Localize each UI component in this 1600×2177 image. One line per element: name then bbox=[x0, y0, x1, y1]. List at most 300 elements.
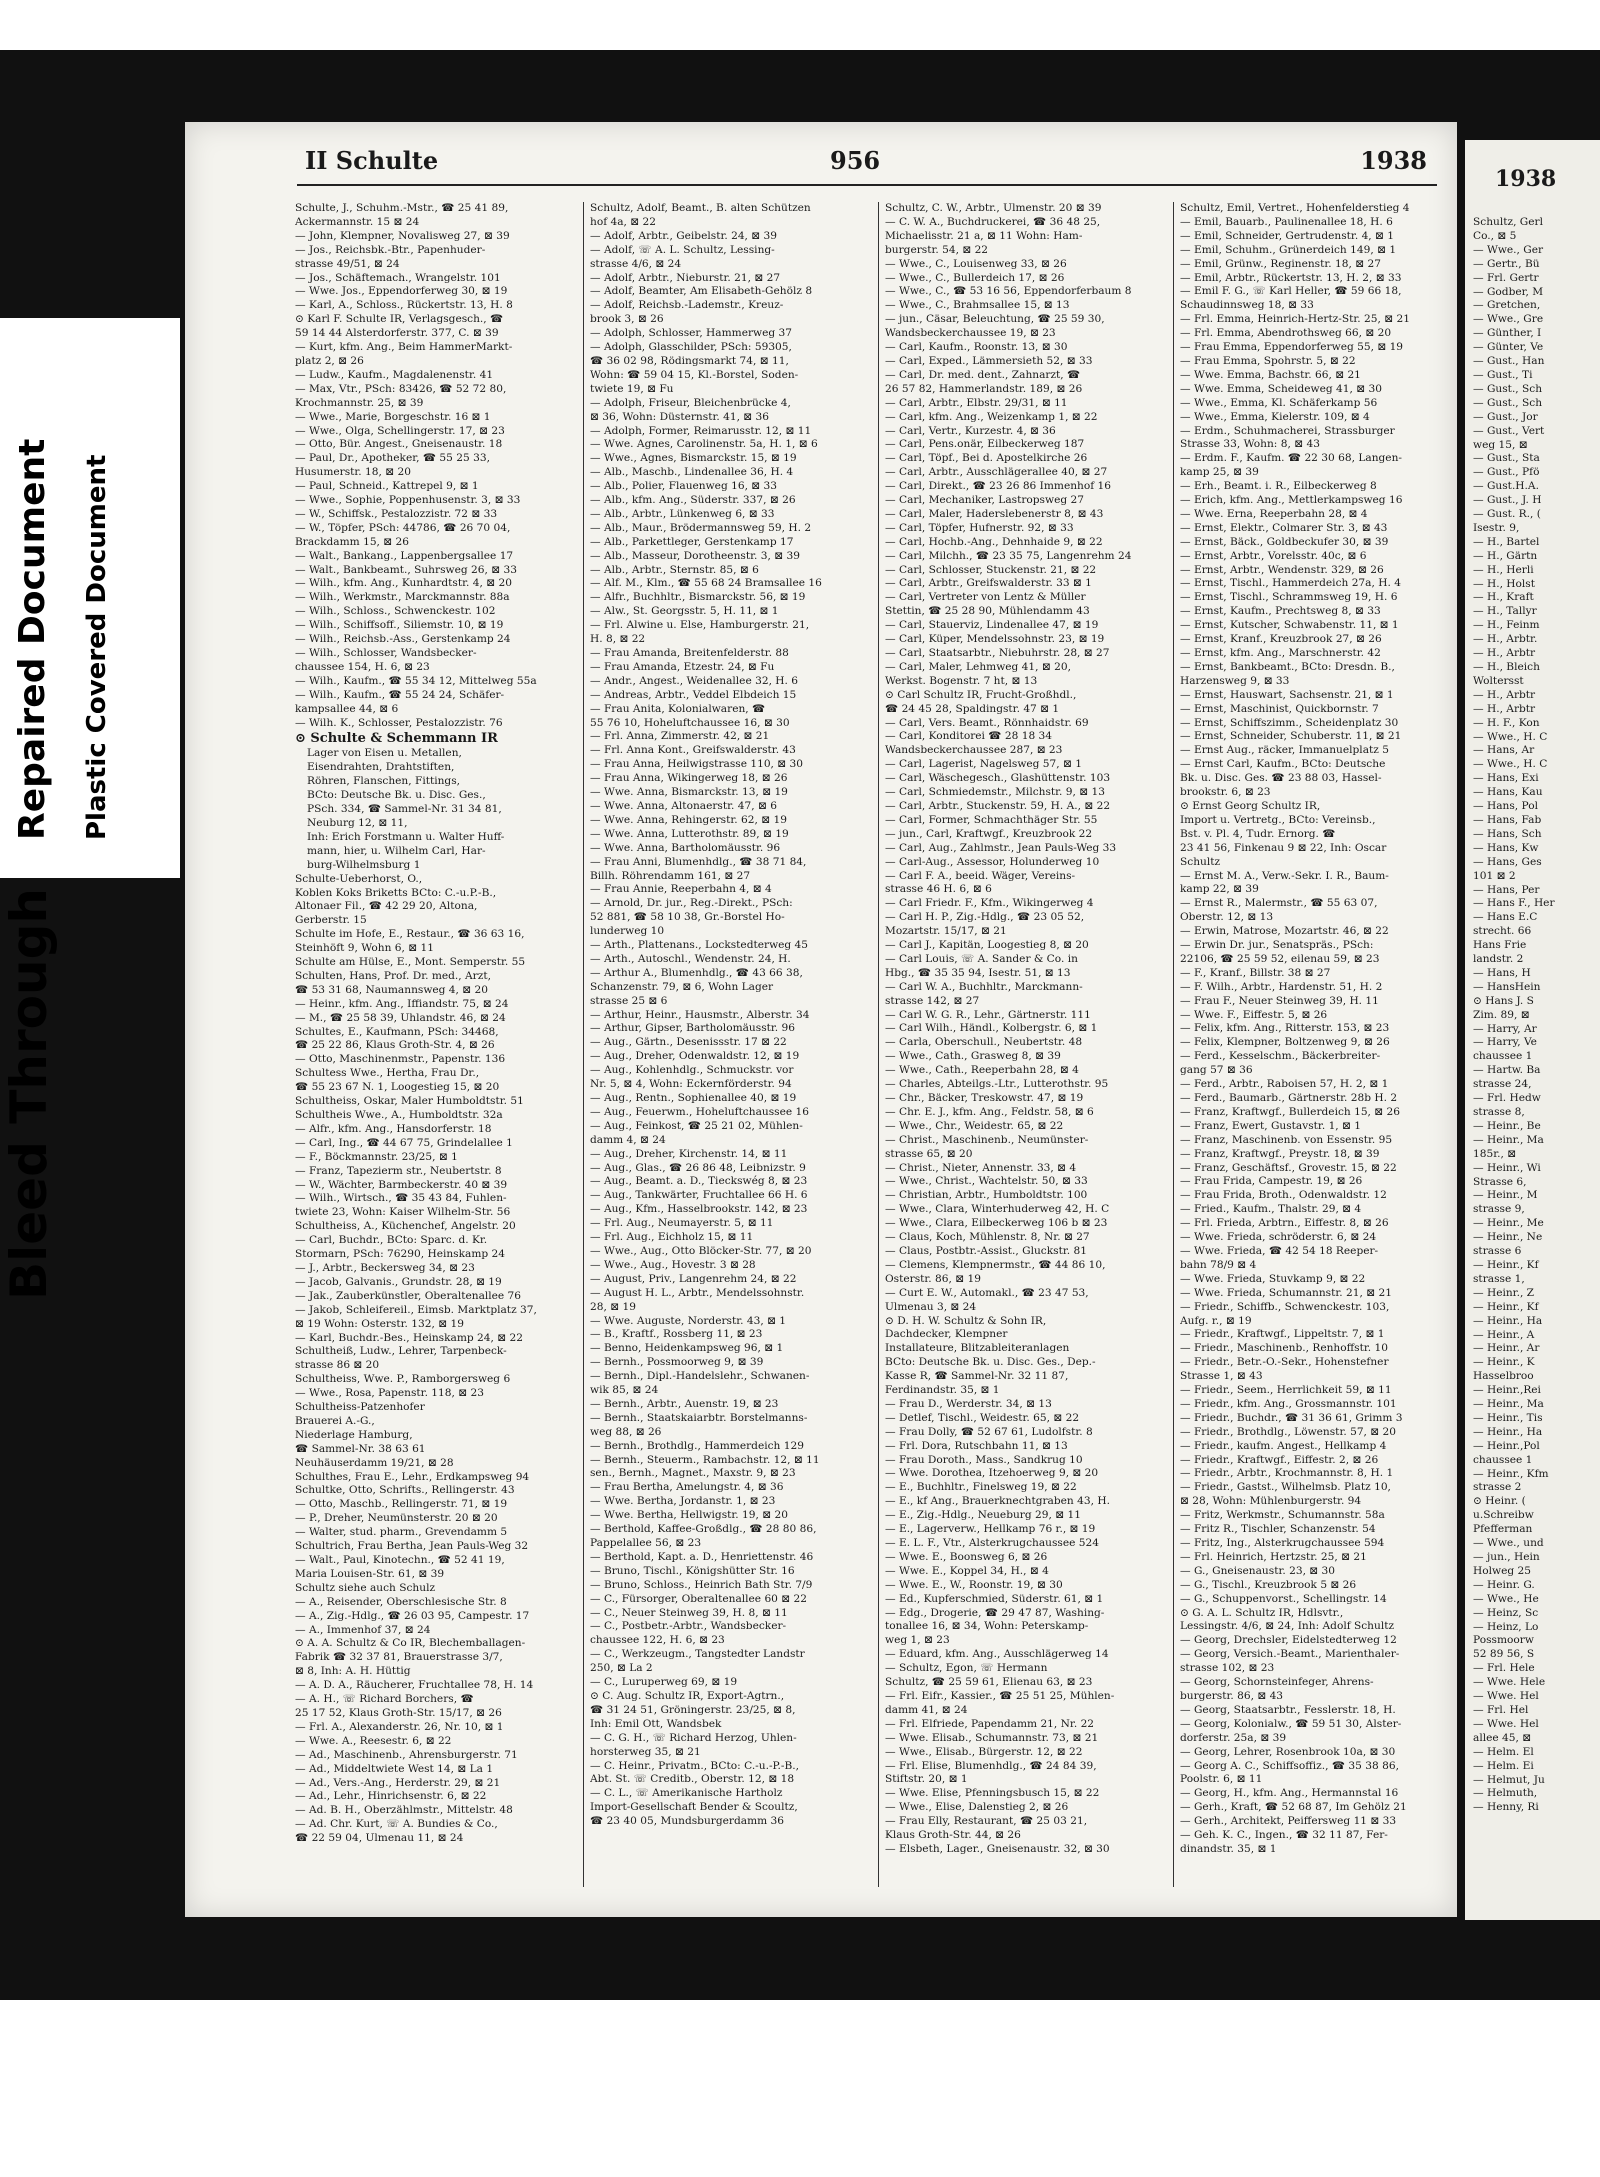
directory-entry: — Friedr., kaufm. Angest., Hellkamp 4 bbox=[1180, 1439, 1387, 1452]
directory-entry: — Wwe. Frieda, Schumannstr. 21, ⊠ 21 bbox=[1180, 1286, 1392, 1299]
right-page-entry: — Heinr., Kf bbox=[1473, 1258, 1539, 1271]
directory-entry: Schaudinnsweg 18, ⊠ 33 bbox=[1180, 299, 1314, 312]
header-rule bbox=[297, 184, 1437, 186]
directory-entry: — Georg, Staatsarbtr., Fesslerstr. 18, H. bbox=[1180, 1703, 1396, 1716]
right-page-entry: — Hans F., Her bbox=[1473, 897, 1555, 910]
directory-entry: Schultke, Otto, Schrifts., Rellingerstr. 43 bbox=[295, 1484, 515, 1497]
directory-entry: Schulten, Hans, Prof. Dr. med., Arzt, bbox=[295, 969, 491, 982]
directory-entry: — Emil, Arbtr., Rückertstr. 13, H. 2, ⊠ 33 bbox=[1180, 271, 1402, 284]
directory-entry: Schultz, Emil, Vertret., Hohenfelderstieg 4 bbox=[1180, 202, 1410, 214]
directory-entry: — A., Zig.-Hdlg., ☎ 26 03 95, Campestr. 17 bbox=[295, 1609, 530, 1622]
right-page-entry: — Heinr., Ma bbox=[1473, 1398, 1544, 1411]
right-page-entry: — Gust., Sta bbox=[1473, 452, 1540, 465]
directory-entry: — Wilh., Reichsb.-Ass., Gerstenkamp 24 bbox=[295, 633, 511, 646]
directory-entry: ⊙ G. A. L. Schultz IR, Hdlsvtr., bbox=[1180, 1606, 1344, 1619]
right-page-entry: weg 15, ⊠ bbox=[1473, 438, 1528, 451]
directory-entry: — Franz, Kraftwgf., Bullerdeich 15, ⊠ 26 bbox=[1180, 1105, 1401, 1118]
right-page-entry: — Hans, Ges bbox=[1473, 855, 1542, 868]
directory-entry: — Friedr., Arbtr., Krochmannstr. 8, H. 1 bbox=[1180, 1467, 1394, 1480]
column-divider bbox=[583, 202, 584, 1887]
directory-entry: — Geh. K. C., Ingen., ☎ 32 11 87, Fer- bbox=[1180, 1829, 1388, 1842]
directory-entry: — F., Kranf., Billstr. 38 ⊠ 27 bbox=[1180, 966, 1331, 979]
right-page-entry: ⊙ Hans J. S bbox=[1473, 994, 1534, 1007]
right-page-entry: — Gretchen, bbox=[1473, 299, 1541, 312]
directory-entry: — Bernh., Dipl.-Handelslehr., Schwanen- bbox=[590, 1370, 810, 1383]
directory-entry: strasse 46 H. 6, ⊠ 6 bbox=[885, 883, 992, 896]
directory-entry: — Wwe., C., ☎ 53 16 56, Eppendorferbaum 8 bbox=[885, 285, 1132, 298]
directory-entry: — Carl, Konditorei ☎ 28 18 34 bbox=[885, 730, 1053, 743]
directory-entry: — Carl, kfm. Ang., Weizenkamp 1, ⊠ 22 bbox=[885, 410, 1098, 423]
right-page-entry: — H., Arbtr bbox=[1473, 647, 1536, 660]
directory-entry: Schultess Wwe., Hertha, Frau Dr., bbox=[295, 1067, 480, 1080]
right-page-entry: — H., Bartel bbox=[1473, 535, 1540, 548]
directory-entry: — Aug., Dreher, Odenwaldstr. 12, ⊠ 19 bbox=[590, 1050, 800, 1063]
directory-entry: — Friedr., Betr.-O.-Sekr., Hohenstefner bbox=[1180, 1356, 1389, 1369]
directory-entry: — Carl, Milchh., ☎ 23 35 75, Langenrehm 24 bbox=[885, 549, 1132, 562]
right-page-entry: strasse 24, bbox=[1473, 1078, 1532, 1091]
directory-entry: — Frau Anni, Blumenhdlg., ☎ 38 71 84, bbox=[590, 855, 807, 868]
right-page-entry: — Wwe., H. C bbox=[1473, 730, 1548, 743]
directory-entry: — Adolph, Glasschilder, PSch: 59305, bbox=[590, 341, 792, 354]
directory-entry: PSch. 334, ☎ Sammel-Nr. 31 34 81, bbox=[307, 803, 502, 816]
directory-entry: — Aug., Beamt. a. D., Tieckswég 8, ⊠ 23 bbox=[590, 1175, 808, 1188]
directory-entry: — Wwe., Agnes, Bismarckstr. 15, ⊠ 19 bbox=[590, 452, 797, 465]
right-page-entry: — Hans, Ar bbox=[1473, 744, 1535, 757]
directory-entry: — Wwe. E., Boonsweg 6, ⊠ 26 bbox=[885, 1550, 1048, 1563]
directory-entry: — Ernst, Schneider, Schuberstr. 11, ⊠ 21 bbox=[1180, 730, 1402, 743]
directory-entry: — Georg, Drechsler, Eidelstedterweg 12 bbox=[1180, 1634, 1397, 1647]
directory-entry: — Ernst Aug., räcker, Immanuelplatz 5 bbox=[1180, 744, 1389, 757]
right-page-entry: — jun., Hein bbox=[1473, 1551, 1540, 1563]
directory-entry: sen., Bernh., Magnet., Maxstr. 9, ⊠ 23 bbox=[590, 1467, 796, 1480]
directory-entry: — Alb., Arbtr., Lünkenweg 6, ⊠ 33 bbox=[590, 507, 775, 520]
directory-entry: ☎ 23 40 05, Mundsburgerdamm 36 bbox=[590, 1815, 785, 1828]
right-page-entry: strasse 1, bbox=[1473, 1272, 1525, 1285]
right-page-entry: — Heinr., Me bbox=[1473, 1217, 1544, 1230]
directory-entry: — Wwe. Elisab., Schumannstr. 73, ⊠ 21 bbox=[885, 1731, 1099, 1744]
directory-entry: — Carl, Direkt., ☎ 23 26 86 Immenhof 16 bbox=[885, 480, 1112, 493]
right-page-entry: — H., Tallyr bbox=[1473, 605, 1537, 618]
right-page-entry: — Gust., Pfö bbox=[1473, 466, 1540, 479]
directory-entry: — Wwe. E., Koppel 34, H., ⊠ 4 bbox=[885, 1564, 1049, 1577]
directory-entry: — Wwe. Bertha, Hellwigstr. 19, ⊠ 20 bbox=[590, 1509, 788, 1522]
page-number: 956 bbox=[830, 146, 881, 175]
directory-entry: — E., kf Ang., Brauerknechtgraben 43, H. bbox=[885, 1495, 1110, 1508]
directory-entry: — Ad., Vers.-Ang., Herderstr. 29, ⊠ 21 bbox=[295, 1776, 501, 1789]
directory-entry: — Arth., Autoschl., Wendenstr. 24, H. bbox=[590, 952, 791, 965]
directory-entry: — Wilh., kfm. Ang., Kunhardtstr. 4, ⊠ 20 bbox=[295, 577, 512, 590]
right-page-entry: strasse 6 bbox=[1473, 1245, 1522, 1258]
directory-entry: — Wwe. Frieda, schröderstr. 6, ⊠ 24 bbox=[1180, 1231, 1377, 1244]
directory-entry: — Ernst, Tischl., Schrammsweg 19, H. 6 bbox=[1180, 591, 1398, 604]
directory-entry: — Carl, Arbtr., Greifswalderstr. 33 ⊠ 1 bbox=[885, 577, 1092, 590]
directory-entry: Brackdamm 15, ⊠ 26 bbox=[295, 535, 410, 548]
directory-entry: — Ernst, Kaufm., Prechtsweg 8, ⊠ 33 bbox=[1180, 605, 1381, 618]
right-page-entry: 185r., ⊠ bbox=[1473, 1147, 1517, 1160]
directory-entry: — Ernst, kfm. Ang., Marschnerstr. 42 bbox=[1180, 647, 1381, 659]
directory-entry: — Frl. Emma, Heinrich-Hertz-Str. 25, ⊠ 21 bbox=[1180, 313, 1410, 326]
directory-entry: strasse 102, ⊠ 23 bbox=[1180, 1662, 1275, 1675]
directory-entry: — Alfr., Buchhltr., Bismarckstr. 56, ⊠ 19 bbox=[590, 591, 806, 604]
directory-entry: Schultz bbox=[1180, 855, 1221, 868]
directory-entry: — Wwe., Aug., Hovestr. 3 ⊠ 28 bbox=[590, 1258, 756, 1271]
directory-entry: — Paul, Schneid., Kattrepel 9, ⊠ 1 bbox=[295, 480, 479, 493]
directory-entry: — Gerh., Kraft, ☎ 52 68 87, Im Gehölz 21 bbox=[1180, 1801, 1407, 1814]
directory-entry: — John, Klempner, Novalisweg 27, ⊠ 39 bbox=[295, 229, 510, 242]
directory-entry: Neuhäuserdamm 19/21, ⊠ 28 bbox=[295, 1456, 454, 1469]
directory-entry: — Wwe., Emma, Kielerstr. 109, ⊠ 4 bbox=[1180, 410, 1370, 423]
right-page-entry: — Heinr. G. bbox=[1473, 1578, 1535, 1591]
directory-entry: — Ernst, Kutscher, Schwabenstr. 11, ⊠ 1 bbox=[1180, 619, 1399, 632]
directory-entry: — Wwe. E., W., Roonstr. 19, ⊠ 30 bbox=[885, 1578, 1063, 1591]
directory-entry: — Alb., Masseur, Dorotheenstr. 3, ⊠ 39 bbox=[590, 549, 800, 562]
directory-entry: — Frau Emma, Eppendorferweg 55, ⊠ 19 bbox=[1180, 341, 1404, 354]
directory-entry: — Georg, H., kfm. Ang., Hermannstal 16 bbox=[1180, 1787, 1399, 1800]
right-page-entry: chaussee 1 bbox=[1473, 1050, 1533, 1063]
repaired-document-label: Repaired Document bbox=[12, 438, 53, 840]
directory-entry: — Carl, Stauerviz, Lindenallee 47, ⊠ 19 bbox=[885, 619, 1099, 632]
directory-entry: — Wwe. Frieda, ☎ 42 54 18 Reeper- bbox=[1180, 1244, 1379, 1257]
directory-entry: — Carl, Töpf., Bei d. Apostelkirche 26 bbox=[885, 452, 1088, 465]
directory-entry: — Wwe. A., Reesestr. 6, ⊠ 22 bbox=[295, 1734, 452, 1747]
directory-entry: — Frau Frida, Broth., Odenwaldstr. 12 bbox=[1180, 1189, 1387, 1202]
directory-entry: — Emil, Schneider, Gertrudenstr. 4, ⊠ 1 bbox=[1180, 229, 1395, 242]
directory-entry: — Wwe., Elisab., Bürgerstr. 12, ⊠ 22 bbox=[885, 1745, 1083, 1758]
directory-entry: — Ad. B. H., Oberzählmstr., Mittelstr. 48 bbox=[295, 1804, 513, 1817]
right-page-entry: landstr. 2 bbox=[1473, 953, 1524, 966]
right-page-entry: Strasse 6, bbox=[1473, 1175, 1527, 1188]
right-page-year: 1938 bbox=[1495, 166, 1557, 192]
directory-entry: — Adolph, Friseur, Bleichenbrücke 4, bbox=[590, 396, 791, 409]
directory-entry: Abt. St. ☏ Creditb., Oberstr. 12, ⊠ 18 bbox=[590, 1773, 795, 1786]
right-page-entry: — Godber, M bbox=[1473, 285, 1544, 298]
directory-entry: BCto: Deutsche Bk. u. Disc. Ges., bbox=[307, 789, 486, 802]
right-page-entry: — Hans, Sch bbox=[1473, 827, 1542, 840]
directory-entry: — Aug., Kohlenhdlg., Schmuckstr. vor bbox=[590, 1064, 794, 1077]
directory-entry: — Paul, Dr., Apotheker, ☎ 55 25 33, bbox=[295, 452, 490, 465]
directory-entry: — Frau Anna, Heilwigstrasse 110, ⊠ 30 bbox=[590, 758, 804, 771]
right-page-entry: — Heinr., Ha bbox=[1473, 1314, 1543, 1327]
directory-entry: Strasse 1, ⊠ 43 bbox=[1180, 1370, 1263, 1383]
directory-entry: — Jakob, Schleifereil., Eimsb. Marktplatz 37, bbox=[295, 1303, 537, 1316]
directory-entry: — Ernst Carl, Kaufm., BCto: Deutsche bbox=[1180, 758, 1386, 771]
page-header bbox=[305, 146, 1427, 186]
directory-entry: dorferstr. 25a, ⊠ 39 bbox=[1180, 1731, 1287, 1744]
directory-entry: — Franz, Kraftwgf., Preystr. 18, ⊠ 39 bbox=[1180, 1147, 1380, 1160]
directory-entry: — Carl, Vers. Beamt., Rönnhaidstr. 69 bbox=[885, 716, 1089, 729]
right-page-entry: — Hans, H bbox=[1473, 966, 1531, 979]
directory-entry: Brauerei A.-G., bbox=[295, 1414, 375, 1427]
directory-entry: — Carl, Schlosser, Stuckenstr. 21, ⊠ 22 bbox=[885, 563, 1097, 576]
directory-entry: damm 4, ⊠ 24 bbox=[590, 1133, 666, 1146]
directory-entry: Wohn: ☎ 59 04 15, Kl.-Borstel, Soden- bbox=[590, 368, 799, 381]
directory-entry: chaussee 122, H. 6, ⊠ 23 bbox=[590, 1634, 725, 1647]
directory-entry: — Bernh., Arbtr., Auenstr. 19, ⊠ 23 bbox=[590, 1397, 779, 1410]
directory-entry: — Carl F. A., beeid. Wäger, Vereins- bbox=[885, 869, 1076, 882]
directory-entry: Husumerstr. 18, ⊠ 20 bbox=[295, 466, 411, 479]
directory-entry: — Frl. Anna, Zimmerstr. 42, ⊠ 21 bbox=[590, 730, 770, 743]
directory-entry: — August, Priv., Langenrehm 24, ⊠ 22 bbox=[590, 1272, 797, 1285]
directory-entry: Klaus Groth-Str. 44, ⊠ 26 bbox=[885, 1829, 1021, 1842]
column-divider bbox=[1173, 202, 1174, 1887]
directory-entry: — Frl. Alwine u. Else, Hamburgerstr. 21, bbox=[590, 619, 810, 632]
directory-entry: — Georg, Versich.-Beamt., Marienthaler- bbox=[1180, 1648, 1400, 1661]
directory-entry: Schultes, E., Kaufmann, PSch: 34468, bbox=[295, 1025, 499, 1038]
directory-entry: — G., Schuppenvorst., Schellingstr. 14 bbox=[1180, 1592, 1387, 1605]
column-2 bbox=[590, 202, 870, 1887]
right-page-entry: — Wwe., und bbox=[1473, 1537, 1544, 1550]
directory-entry: — J., Arbtr., Beckersweg 34, ⊠ 23 bbox=[295, 1261, 475, 1274]
directory-entry: — Erdm. F., Kaufm. ☎ 22 30 68, Langen- bbox=[1180, 452, 1402, 465]
right-page-entry: — Heinr., Wi bbox=[1473, 1161, 1541, 1174]
directory-entry: Eisendrahten, Drahtstiften, bbox=[307, 761, 455, 774]
directory-entry: Pappelallee 56, ⊠ 23 bbox=[590, 1537, 702, 1549]
directory-entry: — Karl, A., Schloss., Rückertstr. 13, H. 8 bbox=[295, 299, 513, 312]
directory-entry: — Curt E. W., Automakl., ☎ 23 47 53, bbox=[885, 1286, 1089, 1299]
directory-entry: — Alb., kfm. Ang., Süderstr. 337, ⊠ 26 bbox=[590, 494, 796, 507]
directory-entry: — Wwe., Elise, Dalenstieg 2, ⊠ 26 bbox=[885, 1801, 1069, 1814]
directory-entry: — Frau Emma, Spohrstr. 5, ⊠ 22 bbox=[1180, 354, 1356, 367]
directory-entry: bahn 78/9 ⊠ 4 bbox=[1180, 1258, 1257, 1271]
right-page-entry: strasse 2 bbox=[1473, 1481, 1522, 1494]
directory-entry: Schulte am Hülse, E., Mont. Semperstr. 55 bbox=[295, 956, 526, 969]
right-page-entry: — Heinr., Ma bbox=[1473, 1133, 1544, 1146]
right-page-entry: — Heinr., Kf bbox=[1473, 1300, 1539, 1313]
right-page-entry: — Wwe., Ger bbox=[1473, 243, 1544, 256]
directory-entry: — Alb., Maschb., Lindenallee 36, H. 4 bbox=[590, 466, 794, 479]
directory-entry: — Friedr., Schiffb., Schwenckestr. 103, bbox=[1180, 1300, 1390, 1313]
directory-entry: Wandsbeckerchaussee 287, ⊠ 23 bbox=[885, 744, 1063, 757]
directory-entry: 59 14 44 Alsterdorferstr. 377, C. ⊠ 39 bbox=[295, 327, 499, 340]
right-page-entry: Zim. 89, ⊠ bbox=[1473, 1008, 1530, 1021]
directory-entry: — E., Buchhltr., Finelsweg 19, ⊠ 22 bbox=[885, 1481, 1077, 1494]
directory-entry: Osterstr. 86, ⊠ 19 bbox=[885, 1272, 981, 1285]
directory-entry: — Wwe. F., Eiffestr. 5, ⊠ 26 bbox=[1180, 1008, 1328, 1021]
directory-entry: — Carl H. P., Zig.-Hdlg., ☎ 23 05 52, bbox=[885, 911, 1085, 924]
directory-entry: — Emil F. G., ☏ Karl Heller, ☎ 59 66 18, bbox=[1180, 285, 1402, 298]
directory-entry: Schultheiss-Patzenhofer bbox=[295, 1401, 425, 1414]
directory-entry: — Frau Annie, Reeperbahn 4, ⊠ 4 bbox=[590, 883, 772, 896]
right-page-entry: — Heinz, Sc bbox=[1473, 1606, 1539, 1619]
directory-entry: — Gerh., Architekt, Peiffersweg 11 ⊠ 33 bbox=[1180, 1815, 1397, 1828]
directory-entry: — Detlef, Tischl., Weidestr. 65, ⊠ 22 bbox=[885, 1411, 1080, 1424]
directory-entry: — Carl, Vertr., Kurzestr. 4, ⊠ 36 bbox=[885, 424, 1056, 437]
column-1 bbox=[295, 202, 575, 1887]
directory-entry: Schultheis Wwe., A., Humboldtstr. 32a bbox=[295, 1109, 503, 1121]
directory-entry: Schulthes, Frau E., Lehr., Erdkampsweg 94 bbox=[295, 1470, 530, 1483]
directory-entry: ⊠ 36, Wohn: Düsternstr. 41, ⊠ 36 bbox=[590, 410, 770, 423]
directory-entry: Schultz, C. W., Arbtr., Ulmenstr. 20 ⊠ 39 bbox=[885, 202, 1102, 214]
directory-entry: ⊙ Ernst Georg Schultz IR, bbox=[1180, 799, 1321, 812]
directory-entry: — Fritz, Ing., Alsterkrugchaussee 594 bbox=[1180, 1537, 1385, 1549]
column-4 bbox=[1180, 202, 1460, 1887]
directory-entry: strasse 25 ⊠ 6 bbox=[590, 994, 668, 1007]
directory-entry: Bk. u. Disc. Ges. ☎ 23 88 03, Hassel- bbox=[1180, 772, 1382, 785]
directory-entry: — Bruno, Schloss., Heinrich Bath Str. 7/9 bbox=[590, 1578, 813, 1591]
directory-entry: — C., Neuer Steinweg 39, H. 8, ⊠ 11 bbox=[590, 1606, 788, 1619]
right-page-entry: — Hans, Kw bbox=[1473, 841, 1539, 854]
directory-entry: brookstr. 6, ⊠ 23 bbox=[1180, 786, 1271, 799]
right-page-entry: Woltersst bbox=[1473, 674, 1524, 687]
directory-entry: — Wwe., Olga, Schellingerstr. 17, ⊠ 23 bbox=[295, 424, 505, 437]
directory-entry: — Frl. Eifr., Kassier., ☎ 25 51 25, Mühlen- bbox=[885, 1689, 1115, 1702]
directory-entry: — Ad., Lehr., Hinrichsenstr. 6, ⊠ 22 bbox=[295, 1790, 487, 1803]
right-page-entry: — Frl. Gertr bbox=[1473, 271, 1539, 284]
directory-entry: Schultz, Adolf, Beamt., B. alten Schützen bbox=[590, 202, 811, 214]
directory-entry: Oberstr. 12, ⊠ 13 bbox=[1180, 911, 1274, 924]
directory-entry: — Frl. Heinrich, Hertzstr. 25, ⊠ 21 bbox=[1180, 1550, 1367, 1563]
right-page-entry: allee 45, ⊠ bbox=[1473, 1731, 1532, 1744]
directory-entry: — C. G. H., ☏ Richard Herzog, Uhlen- bbox=[590, 1731, 797, 1744]
directory-entry: ☎ 22 59 04, Ulmenau 11, ⊠ 24 bbox=[295, 1832, 464, 1845]
right-page-entry: Pfefferman bbox=[1473, 1523, 1533, 1536]
directory-entry: — C., Werkzeugm., Tangstedter Landstr bbox=[590, 1648, 805, 1661]
directory-entry: — Wwe. Erna, Reeperbahn 28, ⊠ 4 bbox=[1180, 507, 1368, 520]
right-page-entry: — Hans E.C bbox=[1473, 911, 1538, 924]
directory-entry: — Carl, Pens.onär, Eilbeckerweg 187 bbox=[885, 438, 1085, 451]
directory-entry: Wandsbeckerchaussee 19, ⊠ 23 bbox=[885, 327, 1056, 340]
right-page-lines bbox=[1473, 216, 1598, 1906]
directory-entry: Schulte im Hofe, E., Restaur., ☎ 36 63 16, bbox=[295, 928, 525, 941]
directory-entry: — Wwe., Sophie, Poppenhusenstr. 3, ⊠ 33 bbox=[295, 494, 521, 507]
directory-entry: weg 88, ⊠ 26 bbox=[590, 1425, 662, 1438]
directory-entry: — Franz, Geschäftsf., Grovestr. 15, ⊠ 22 bbox=[1180, 1161, 1397, 1174]
directory-entry: Strasse 33, Wohn: 8, ⊠ 43 bbox=[1180, 438, 1320, 451]
directory-entry: — Fritz, Werkmstr., Schumannstr. 58a bbox=[1180, 1509, 1385, 1522]
directory-entry: Dachdecker, Klempner bbox=[885, 1328, 1008, 1341]
directory-entry: — Ludw., Kaufm., Magdalenenstr. 41 bbox=[295, 368, 494, 381]
right-page-entry: — HansHein bbox=[1473, 980, 1541, 993]
directory-entry: — Adolf, Arbtr., Geibelstr. 24, ⊠ 39 bbox=[590, 229, 778, 242]
directory-entry: — Aug., Kfm., Hasselbrookstr. 142, ⊠ 23 bbox=[590, 1203, 808, 1216]
directory-entry: Nr. 5, ⊠ 4, Wohn: Eckernförderstr. 94 bbox=[590, 1078, 792, 1091]
directory-entry: Schultheiss, Wwe. P., Ramborgersweg 6 bbox=[295, 1373, 511, 1386]
directory-entry: — Carl, Töpfer, Hufnerstr. 92, ⊠ 33 bbox=[885, 521, 1074, 534]
directory-entry: strasse 142, ⊠ 27 bbox=[885, 994, 980, 1007]
directory-entry: — Erdm., Schuhmacherei, Strassburger bbox=[1180, 424, 1395, 437]
column-3 bbox=[885, 202, 1165, 1887]
directory-entry: — Walt., Paul, Kinotechn., ☎ 52 41 19, bbox=[295, 1554, 505, 1566]
right-page-entry: — Heinr.,Pol bbox=[1473, 1439, 1540, 1452]
directory-entry: — Wwe. Dorothea, Itzehoerweg 9, ⊠ 20 bbox=[885, 1467, 1099, 1480]
directory-entry: — Franz, Ewert, Gustavstr. 1, ⊠ 1 bbox=[1180, 1119, 1362, 1132]
directory-entry: — Wwe. Anna, Lutterothstr. 89, ⊠ 19 bbox=[590, 827, 789, 840]
right-page-entry: — Gust., Sch bbox=[1473, 396, 1543, 409]
directory-entry: Poolstr. 6, ⊠ 11 bbox=[1180, 1773, 1263, 1786]
directory-entry: ☎ 25 22 86, Klaus Groth-Str. 4, ⊠ 26 bbox=[295, 1039, 495, 1052]
directory-entry: — Jacob, Galvanis., Grundstr. 28, ⊠ 19 bbox=[295, 1275, 502, 1288]
directory-entry: — Wwe., C., Brahmsallee 15, ⊠ 13 bbox=[885, 299, 1070, 312]
directory-entry: — Wwe. Emma, Scheideweg 41, ⊠ 30 bbox=[1180, 382, 1382, 395]
right-page-entry: — Gust., Sch bbox=[1473, 382, 1543, 395]
right-page-entry: — Helm. El bbox=[1473, 1745, 1534, 1758]
directory-entry: — Wwe., Rosa, Papenstr. 118, ⊠ 23 bbox=[295, 1387, 484, 1400]
directory-entry: — Carl, Arbtr., Stuckenstr. 59, H. A., ⊠ 22 bbox=[885, 799, 1111, 812]
directory-entry: ☎ 55 23 67 N. 1, Loogestieg 15, ⊠ 20 bbox=[295, 1081, 500, 1094]
directory-entry: — Eduard, kfm. Ang., Ausschlägerweg 14 bbox=[885, 1648, 1109, 1661]
directory-entry: — Alf. M., Klm., ☎ 55 68 24 Bramsallee 16 bbox=[590, 577, 822, 590]
directory-entry: — C., Postbetr.-Arbtr., Wandsbecker- bbox=[590, 1620, 787, 1633]
right-page-entry: — Gertr., Bü bbox=[1473, 257, 1540, 270]
directory-entry: — Frau Bertha, Amelungstr. 4, ⊠ 36 bbox=[590, 1481, 784, 1494]
directory-entry: — Ed., Kupferschmied, Süderstr. 61, ⊠ 1 bbox=[885, 1592, 1104, 1605]
directory-entry: Inh: Emil Ott, Wandsbek bbox=[590, 1717, 722, 1730]
directory-entry: — Friedr., Seem., Herrlichkeit 59, ⊠ 11 bbox=[1180, 1384, 1392, 1397]
directory-entry: — Aug., Feinkost, ☎ 25 21 02, Mühlen- bbox=[590, 1119, 803, 1132]
directory-entry: — Carl, Aug., Zahlmstr., Jean Pauls-Weg 33 bbox=[885, 841, 1117, 854]
directory-entry: Schultheiß, Ludw., Lehrer, Tarpenbeck- bbox=[295, 1345, 507, 1358]
directory-entry: — Frl. Emma, Abendrothsweg 66, ⊠ 20 bbox=[1180, 327, 1392, 340]
directory-entry: — Aug., Gärtn., Desenissstr. 17 ⊠ 22 bbox=[590, 1036, 787, 1049]
directory-entry: ☎ 53 31 68, Naumannsweg 4, ⊠ 20 bbox=[295, 983, 489, 996]
directory-entry: — Andr., Angest., Weidenallee 32, H. 6 bbox=[590, 674, 799, 687]
directory-entry: — Erwin Dr. jur., Senatspräs., PSch: bbox=[1180, 939, 1374, 952]
directory-entry: — Alw., St. Georgsstr. 5, H. 11, ⊠ 1 bbox=[590, 605, 779, 618]
directory-entry: — Ernst, Kranf., Kreuzbrook 27, ⊠ 26 bbox=[1180, 633, 1382, 646]
directory-entry: — Carl, Schmiedemstr., Milchstr. 9, ⊠ 13 bbox=[885, 786, 1105, 799]
directory-entry: strasse 86 ⊠ 20 bbox=[295, 1359, 380, 1372]
directory-entry: Maria Louisen-Str. 61, ⊠ 39 bbox=[295, 1567, 445, 1580]
directory-entry: — Bernh., Steuerm., Rambachstr. 12, ⊠ 11 bbox=[590, 1453, 820, 1466]
directory-entry: horsterweg 35, ⊠ 21 bbox=[590, 1745, 701, 1758]
right-page-entry: — Heinr., Kfm bbox=[1473, 1467, 1549, 1480]
directory-entry: — Wwe., Cath., Reeperbahn 28, ⊠ 4 bbox=[885, 1064, 1079, 1077]
directory-entry: — Ernst, Hauswart, Sachsenstr. 21, ⊠ 1 bbox=[1180, 688, 1394, 701]
directory-entry: — W., Schiffsk., Pestalozzistr. 72 ⊠ 33 bbox=[295, 507, 498, 520]
directory-entry: 26 57 82, Hammerlandstr. 189, ⊠ 26 bbox=[885, 382, 1083, 395]
right-page-entry: strecht. 66 bbox=[1473, 925, 1532, 938]
directory-entry: burgerstr. 86, ⊠ 43 bbox=[1180, 1689, 1284, 1702]
directory-entry: — Ferd., Arbtr., Raboisen 57, H. 2, ⊠ 1 bbox=[1180, 1078, 1389, 1091]
directory-entry: — August H. L., Arbtr., Mendelssohnstr. bbox=[590, 1286, 805, 1299]
directory-page bbox=[185, 122, 1457, 1917]
right-page-entry: — Wwe. Hele bbox=[1473, 1676, 1546, 1689]
directory-entry: ☎ 31 24 51, Gröningerstr. 23/25, ⊠ 8, bbox=[590, 1703, 796, 1716]
right-page-entry: u.Schreibw bbox=[1473, 1509, 1534, 1522]
directory-entry: — Alb., Arbtr., Sternstr. 85, ⊠ 6 bbox=[590, 563, 759, 576]
directory-entry: — Friedr., Maschinenb., Renhoffstr. 10 bbox=[1180, 1342, 1388, 1355]
directory-entry: — Christian, Arbtr., Humboldtstr. 100 bbox=[885, 1189, 1088, 1202]
bleed-through-label: Bleed Through bbox=[0, 888, 58, 1300]
directory-entry: — C. Heinr., Privatm., BCto: C.-u.-P.-B., bbox=[590, 1759, 799, 1772]
directory-entry: Stormarn, PSch: 76290, Heinskamp 24 bbox=[295, 1248, 506, 1261]
directory-entry: — E., Lagerverw., Hellkamp 76 r., ⊠ 19 bbox=[885, 1523, 1096, 1536]
directory-entry: — Andreas, Arbtr., Veddel Elbdeich 15 bbox=[590, 688, 797, 701]
directory-entry: — G., Gneisenaustr. 23, ⊠ 30 bbox=[1180, 1564, 1336, 1577]
directory-entry: — W., Wächter, Barmbeckerstr. 40 ⊠ 39 bbox=[295, 1178, 508, 1191]
directory-entry: — Ad., Middeltwiete West 14, ⊠ La 1 bbox=[295, 1762, 494, 1775]
right-page-entry: — Frl. Hedw bbox=[1473, 1092, 1541, 1105]
directory-entry: — Wwe., Clara, Eilbeckerweg 106 b ⊠ 23 bbox=[885, 1217, 1108, 1230]
directory-entry: — A., Immenhof 37, ⊠ 24 bbox=[295, 1623, 431, 1636]
right-page-entry: — Heinr., A bbox=[1473, 1328, 1535, 1341]
directory-entry: Schulte, J., Schuhm.-Mstr., ☎ 25 41 89, bbox=[295, 202, 509, 214]
directory-entry: Bst. v. Pl. 4, Tudr. Ernorg. ☎ bbox=[1180, 827, 1336, 840]
directory-entry: — Aug., Dreher, Kirchenstr. 14, ⊠ 11 bbox=[590, 1147, 788, 1160]
directory-entry: — Otto, Maschinenmstr., Papenstr. 136 bbox=[295, 1053, 506, 1066]
directory-entry: — Adolf, Reichsb.-Lademstr., Kreuz- bbox=[590, 299, 784, 312]
directory-entry: — Wwe., Cath., Grasweg 8, ⊠ 39 bbox=[885, 1050, 1061, 1063]
directory-entry: — Frl. Elise, Blumenhdlg., ☎ 24 84 39, bbox=[885, 1759, 1097, 1772]
directory-entry: — Carla, Oberschull., Neubertstr. 48 bbox=[885, 1036, 1083, 1049]
directory-entry: — Frl. Dora, Rutschbahn 11, ⊠ 13 bbox=[885, 1439, 1068, 1452]
directory-entry: — Adolf, Beamter, Am Elisabeth-Gehölz 8 bbox=[590, 285, 813, 298]
right-page-entry: — Frl. Hele bbox=[1473, 1662, 1535, 1675]
directory-entry: — Franz, Tapezierm str., Neubertstr. 8 bbox=[295, 1164, 502, 1177]
directory-entry: — Berthold, Kaffee-Großdlg., ☎ 28 80 86, bbox=[590, 1523, 817, 1536]
directory-entry: lunderweg 10 bbox=[590, 925, 665, 938]
right-page-entry: — Günther, I bbox=[1473, 327, 1542, 340]
